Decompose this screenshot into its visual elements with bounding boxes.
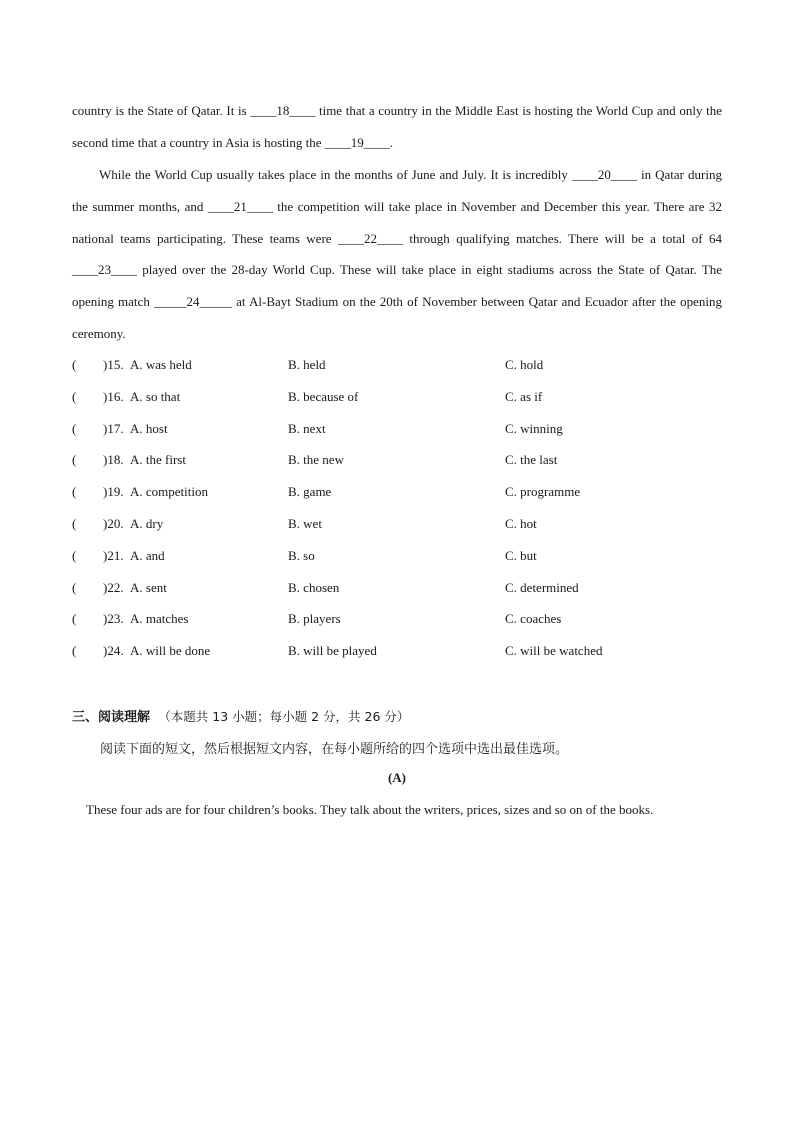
answer-blank-paren[interactable]: ( (72, 452, 77, 468)
question-row (72, 611, 732, 631)
option-b: B. wet (288, 516, 322, 531)
option-b: B. game (288, 484, 332, 500)
question-number: )23. (103, 611, 124, 627)
option-a: A. sent (130, 579, 167, 595)
section-3-scoring-note: （本题共 13 小题；每小题 2 分，共 26 分） (158, 709, 410, 724)
option-a: A. host (130, 420, 168, 436)
question-number: )24. (103, 643, 124, 659)
answer-blank-paren[interactable]: ( (72, 484, 77, 500)
option-c: C. but (505, 547, 537, 563)
option-b: B. the new (288, 452, 344, 468)
answer-blank-paren[interactable]: ( (72, 547, 77, 563)
answer-blank-paren[interactable]: ( (72, 388, 77, 404)
option-c: C. will be watched (505, 643, 603, 659)
answer-blank-paren[interactable]: ( (72, 357, 77, 372)
passage-label-a: (A) (387, 770, 407, 785)
question-row (72, 580, 732, 600)
answer-blank-paren[interactable]: ( (72, 643, 77, 659)
option-c: C. programme (505, 484, 581, 500)
option-b: B. next (288, 420, 326, 436)
option-a: A. competition (130, 484, 208, 500)
question-row (72, 643, 732, 663)
option-a: A. dry (130, 516, 164, 531)
question-number: )20. (103, 516, 124, 531)
passage-paragraph-1: country is the State of Qatar. It is ____18____ time that a country in the Middle East is hosting the World Cup and only the second time that a country in Asia is hosting the ____19____. (72, 103, 722, 150)
question-row (72, 389, 732, 409)
answer-blank-paren[interactable]: ( (72, 420, 77, 436)
option-b: B. because of (288, 388, 359, 404)
option-c: C. as if (505, 388, 543, 404)
question-number: )15. (103, 357, 124, 372)
option-c: C. winning (505, 420, 563, 436)
question-row (72, 548, 732, 568)
option-a: A. was held (130, 357, 192, 372)
answer-blank-paren[interactable]: ( (72, 579, 77, 595)
option-b: B. chosen (288, 579, 340, 595)
section-3-heading (72, 706, 409, 725)
question-number: )18. (103, 452, 124, 468)
section-3-title: 三、阅读理解 (72, 710, 151, 725)
answer-blank-paren[interactable]: ( (72, 516, 77, 531)
option-b: B. so (288, 547, 315, 563)
section-3-instruction: 阅读下面的短文，然后根据短文内容，在每小题所给的四个选项中选出最佳选项。 (100, 742, 569, 757)
question-row (72, 452, 732, 472)
question-number: )22. (103, 579, 124, 595)
option-a: A. so that (130, 388, 181, 404)
question-number: )21. (103, 547, 124, 563)
passage-paragraph-2: While the World Cup usually takes place in the months of June and July. It is incredibly ____20____ in Qatar during the summer months, and ____21____ the competition will take place in November and December this year. There are 32 national teams participating. These teams were ____22____ through qualifying matches. There will be a total of 64 ____23____ played over the 28-day World Cup. These will take place in eight stadiums across the State of Qatar. The opening match _____24_____ at Al-Bayt Stadium on the 20th of November between Qatar and Ecuador after the opening ceremony. (72, 167, 722, 341)
option-a: A. will be done (130, 643, 211, 659)
question-row (72, 421, 732, 441)
option-a: A. the first (130, 452, 186, 468)
question-number: )16. (103, 388, 124, 404)
option-c: C. hold (505, 357, 544, 372)
option-c: C. hot (505, 516, 537, 531)
option-c: C. determined (505, 579, 579, 595)
question-row (72, 484, 732, 504)
question-number: )17. (103, 420, 124, 436)
option-a: A. matches (130, 611, 189, 627)
question-row (72, 357, 732, 377)
question-number: )19. (103, 484, 124, 500)
option-b: B. held (288, 357, 326, 372)
passage-a-intro: These four ads are for four children’s books. They talk about the writers, prices, sizes and so on of the books. (86, 802, 654, 817)
option-b: B. will be played (288, 643, 377, 659)
question-row (72, 516, 732, 536)
option-c: C. coaches (505, 611, 562, 627)
option-a: A. and (130, 547, 165, 563)
option-c: C. the last (505, 452, 558, 468)
option-b: B. players (288, 611, 341, 627)
answer-blank-paren[interactable]: ( (72, 611, 77, 627)
